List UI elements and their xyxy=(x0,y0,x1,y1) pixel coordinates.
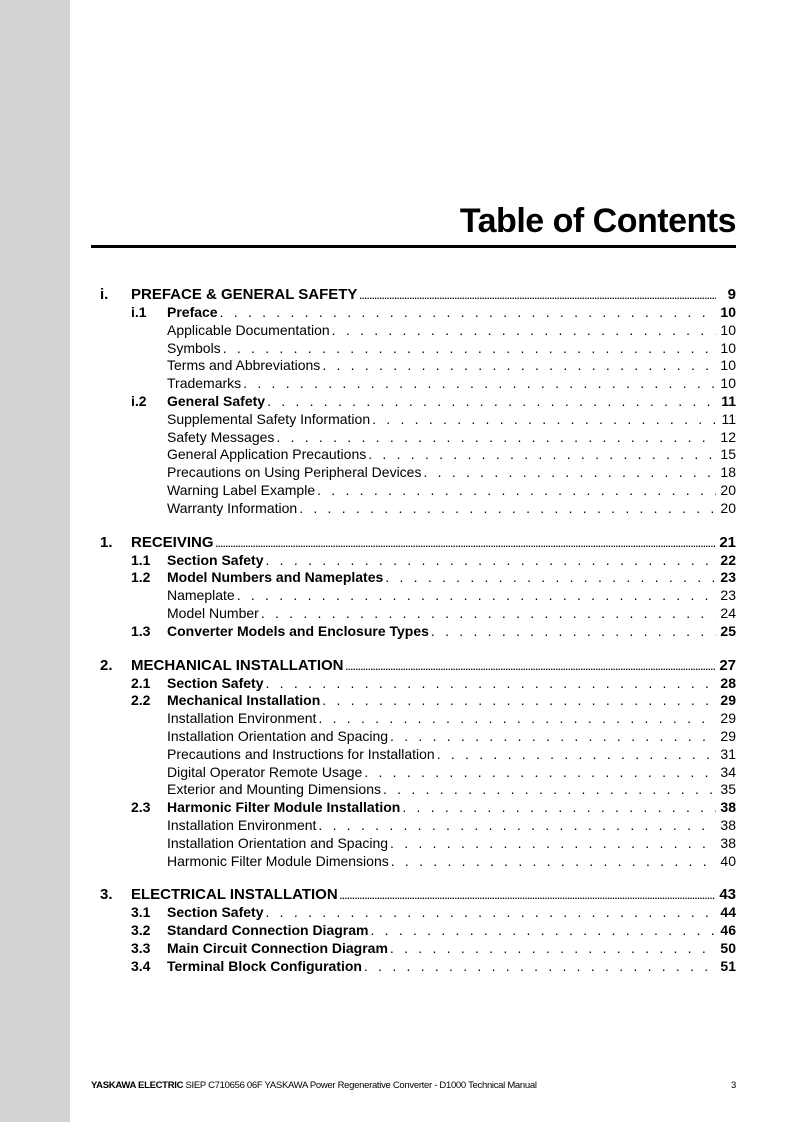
dot-leader xyxy=(220,304,716,322)
toc-entry-title: Section Safety xyxy=(167,551,264,568)
toc-entry-title: Installation Environment xyxy=(167,816,317,833)
toc-entry-number: 3.4 xyxy=(131,957,151,974)
toc-entry-page: 10 xyxy=(720,375,736,392)
toc-entry-page: 51 xyxy=(720,957,736,974)
dot-leader xyxy=(317,482,716,500)
toc-entry-sub[interactable] xyxy=(100,764,736,782)
toc-entry-title: Section Safety xyxy=(167,904,264,921)
toc-entry-sub[interactable] xyxy=(100,464,736,482)
dot-leader xyxy=(368,446,716,464)
dot-leader xyxy=(390,835,716,853)
dot-leader xyxy=(402,799,716,817)
toc-entry-page: 11 xyxy=(721,392,736,409)
toc-entry-page: 23 xyxy=(720,569,736,586)
toc-entry-section[interactable] xyxy=(100,940,736,958)
footer-title: SIEP C710656 06F YASKAWA Power Regenerative Converter - D1000 Technical Manual xyxy=(183,1080,537,1091)
toc-entry-page: 43 xyxy=(719,886,736,904)
toc-entry-sub[interactable] xyxy=(100,340,736,358)
toc-entry-page: 29 xyxy=(720,710,736,727)
toc-entry-section[interactable] xyxy=(100,393,736,411)
toc-entry-number: 1. xyxy=(100,533,113,551)
toc-entry-title: Installation Orientation and Spacing xyxy=(167,834,389,851)
toc-entry-title: Supplemental Safety Information xyxy=(167,410,371,427)
toc-entry-title: Safety Messages xyxy=(167,428,275,445)
dot-leader xyxy=(223,340,716,358)
toc-entry-sub[interactable] xyxy=(100,411,736,429)
toc-entry-page: 38 xyxy=(720,799,736,816)
toc-entry-page: 25 xyxy=(720,622,736,639)
dot-leader xyxy=(383,781,716,799)
toc-entry-section[interactable] xyxy=(100,569,736,587)
toc-entry-title: General Safety xyxy=(167,392,266,409)
toc-entry-title: Digital Operator Remote Usage xyxy=(167,763,363,780)
page-number: 3 xyxy=(731,1080,736,1091)
toc-entry-title: General Application Precautions xyxy=(167,446,367,463)
page-footer xyxy=(91,1080,736,1091)
dot-leader xyxy=(318,817,716,835)
toc-entry-title: Mechanical Installation xyxy=(167,692,321,709)
dot-leader xyxy=(237,587,716,605)
dot-leader xyxy=(265,904,716,922)
toc-entry-title: Converter Models and Enclosure Types xyxy=(167,622,429,639)
toc-entry-number: 2. xyxy=(100,656,113,674)
toc-entry-title: ELECTRICAL INSTALLATION xyxy=(131,886,338,904)
toc-entry-sub[interactable] xyxy=(100,710,736,728)
toc-entry-number: 1.2 xyxy=(131,569,151,586)
toc-entry-page: 10 xyxy=(720,321,736,338)
toc-entry-sub[interactable] xyxy=(100,482,736,500)
toc-entry-title: Precautions and Instructions for Installation xyxy=(167,745,435,762)
toc-entry-sub[interactable] xyxy=(100,587,736,605)
toc-entry-chapter[interactable] xyxy=(100,885,736,904)
toc-entry-page: 10 xyxy=(720,304,736,320)
toc-entry-page: 38 xyxy=(720,816,736,833)
toc-entry-sub[interactable] xyxy=(100,728,736,746)
toc-entry-title: Preface xyxy=(167,304,218,320)
dot-leader xyxy=(437,746,716,764)
toc-entry-title: Harmonic Filter Module Dimensions xyxy=(167,852,389,869)
toc-entry-page: 20 xyxy=(720,481,736,498)
dot-leader xyxy=(322,357,716,375)
toc-entry-title: Warranty Information xyxy=(167,499,298,516)
toc-entry-chapter[interactable] xyxy=(100,656,736,675)
toc-entry-sub[interactable] xyxy=(100,605,736,623)
toc-entry-title: Installation Orientation and Spacing xyxy=(167,727,389,744)
dot-leader xyxy=(385,569,716,587)
toc-entry-title: Installation Environment xyxy=(167,710,317,727)
toc-entry-number: 1.1 xyxy=(131,551,151,568)
toc-entry-title: Symbols xyxy=(167,339,221,356)
toc-entry-number: i.1 xyxy=(131,304,147,320)
toc-entry-number: 3.1 xyxy=(131,904,151,921)
toc-entry-page: 50 xyxy=(720,939,736,956)
toc-entry-section[interactable] xyxy=(100,904,736,922)
dot-leader xyxy=(276,429,716,447)
toc-entry-title: Trademarks xyxy=(167,375,242,392)
toc-entry-page: 9 xyxy=(727,286,736,303)
toc-entry-title: MECHANICAL INSTALLATION xyxy=(131,656,344,674)
toc-entry-number: 1.3 xyxy=(131,622,151,639)
toc-entry-page: 20 xyxy=(720,499,736,516)
dot-leader xyxy=(261,605,716,623)
toc-entry-page: 12 xyxy=(720,428,736,445)
toc-entry-sub[interactable] xyxy=(100,781,736,799)
toc-entry-title: Nameplate xyxy=(167,587,235,604)
toc-entry-page: 10 xyxy=(720,357,736,374)
toc-entry-title: Precautions on Using Peripheral Devices xyxy=(167,464,422,481)
footer-brand: YASKAWA ELECTRIC xyxy=(91,1080,184,1091)
toc-entry-title: Model Number xyxy=(167,604,259,621)
dot-leader xyxy=(267,393,716,411)
toc-entry-section[interactable] xyxy=(100,692,736,710)
dot-leader xyxy=(318,710,716,728)
toc-entry-chapter[interactable] xyxy=(100,533,736,552)
toc-entry-title: Terminal Block Configuration xyxy=(167,957,362,974)
toc-entry-section[interactable] xyxy=(100,922,736,940)
toc-entry-sub[interactable] xyxy=(100,429,736,447)
toc-entry-page: 44 xyxy=(720,904,736,921)
dot-leader xyxy=(423,464,716,482)
toc-entry-title: Main Circuit Connection Diagram xyxy=(167,939,388,956)
toc-entry-number: i. xyxy=(100,286,109,303)
dot-leader xyxy=(390,940,716,958)
toc-entry-page: 29 xyxy=(720,727,736,744)
toc-entry-sub[interactable] xyxy=(100,375,736,393)
toc-entry-section[interactable] xyxy=(100,304,736,322)
toc-entry-section[interactable] xyxy=(100,552,736,570)
toc-entry-number: i.2 xyxy=(131,392,147,409)
toc-entry-page: 38 xyxy=(720,834,736,851)
dot-leader xyxy=(265,552,716,570)
toc-entry-chapter[interactable] xyxy=(100,285,736,304)
toc-entry-sub[interactable] xyxy=(100,500,736,518)
dot-leader xyxy=(322,692,716,710)
toc-entry-title: Exterior and Mounting Dimensions xyxy=(167,781,381,798)
dot-leader xyxy=(431,623,716,641)
toc-entry-sub[interactable] xyxy=(100,746,736,764)
toc-entry-page: 46 xyxy=(720,922,736,939)
toc-entry-section[interactable] xyxy=(100,623,736,641)
dot-leader xyxy=(391,853,716,871)
page-title: Table of Contents xyxy=(459,202,736,240)
toc-entry-title: Standard Connection Diagram xyxy=(167,922,369,939)
page-margin-bar xyxy=(0,0,70,1122)
toc-entry-page: 18 xyxy=(720,464,736,481)
toc-entry-page: 29 xyxy=(720,692,736,709)
toc-entry-number: 3.2 xyxy=(131,922,151,939)
toc-entry-sub[interactable] xyxy=(100,853,736,871)
toc-entry-sub[interactable] xyxy=(100,357,736,375)
toc-entry-page: 35 xyxy=(720,781,736,798)
dot-leader xyxy=(364,958,716,976)
toc-entry-title: RECEIVING xyxy=(131,533,214,551)
toc-entry-page: 31 xyxy=(720,745,736,762)
toc-entry-number: 2.2 xyxy=(131,692,151,709)
toc-entry-number: 3. xyxy=(100,886,113,904)
dot-leader xyxy=(390,728,716,746)
toc-entry-title: Model Numbers and Nameplates xyxy=(167,569,384,586)
toc-entry-section[interactable] xyxy=(100,958,736,976)
toc-entry-title: Harmonic Filter Module Installation xyxy=(167,799,401,816)
toc-entry-page: 10 xyxy=(720,339,736,356)
title-rule xyxy=(91,245,736,248)
dot-leader xyxy=(364,764,716,782)
toc-entry-section[interactable] xyxy=(100,799,736,817)
toc-entry-page: 40 xyxy=(720,852,736,869)
toc-entry-number: 3.3 xyxy=(131,939,151,956)
toc-entry-page: 22 xyxy=(720,551,736,568)
toc-list xyxy=(100,285,736,976)
toc-entry-title: Warning Label Example xyxy=(167,481,316,498)
toc-entry-number: 2.3 xyxy=(131,799,151,816)
toc-entry-title: Applicable Documentation xyxy=(167,321,330,338)
toc-entry-page: 27 xyxy=(719,656,736,674)
dot-leader xyxy=(372,411,716,429)
toc-entry-title: Section Safety xyxy=(167,674,264,691)
dot-leader xyxy=(332,322,716,340)
dot-leader xyxy=(243,375,716,393)
toc-entry-title: Terms and Abbreviations xyxy=(167,357,321,374)
toc-entry-sub[interactable] xyxy=(100,835,736,853)
toc-entry-page: 34 xyxy=(720,763,736,780)
toc-entry-title: PREFACE & GENERAL SAFETY xyxy=(131,286,358,303)
toc-entry-page: 28 xyxy=(720,674,736,691)
toc-entry-page: 15 xyxy=(720,446,736,463)
toc-entry-page: 24 xyxy=(720,604,736,621)
toc-entry-page: 21 xyxy=(719,533,736,551)
dot-leader xyxy=(370,922,716,940)
toc-entry-sub[interactable] xyxy=(100,322,736,340)
dot-leader xyxy=(299,500,716,518)
footer-text xyxy=(91,1080,537,1091)
toc-entry-page: 11 xyxy=(721,410,736,427)
toc-entry-page: 23 xyxy=(720,587,736,604)
toc-entry-section[interactable] xyxy=(100,675,736,693)
toc-entry-number: 2.1 xyxy=(131,674,151,691)
toc-entry-sub[interactable] xyxy=(100,446,736,464)
dot-leader xyxy=(265,675,716,693)
toc-entry-sub[interactable] xyxy=(100,817,736,835)
